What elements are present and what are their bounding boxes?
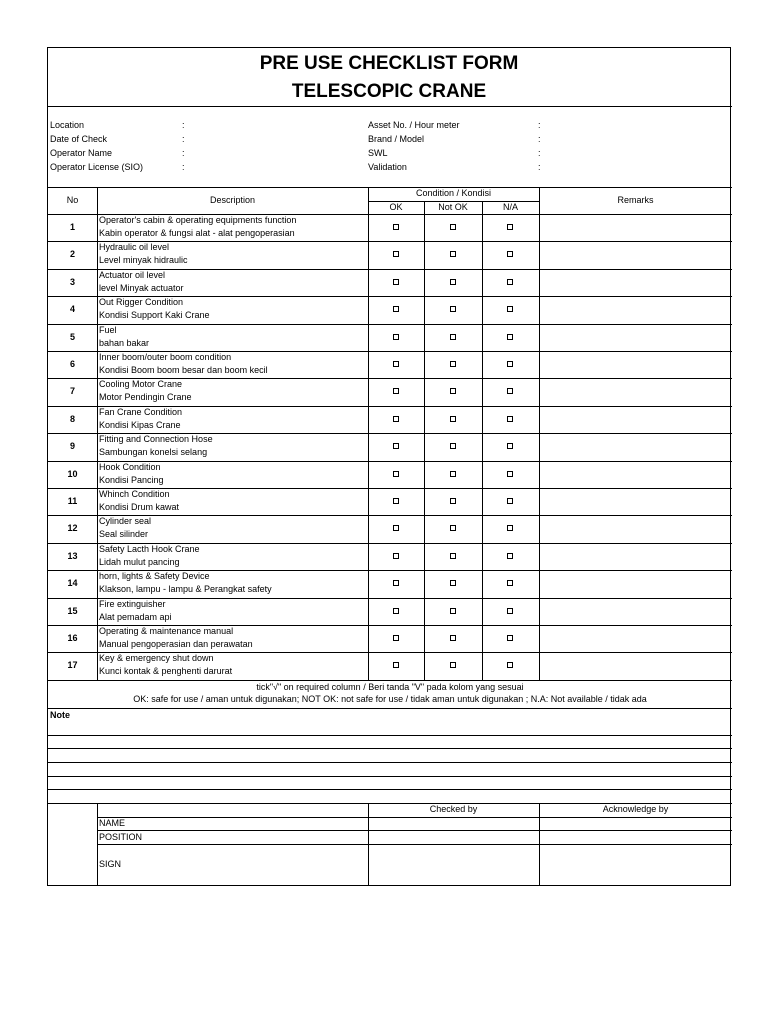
item-description-id: Lidah mulut pancing xyxy=(99,556,180,567)
checkbox-na[interactable] xyxy=(507,471,513,477)
info-label: Brand / Model xyxy=(368,134,425,144)
checkbox-not-ok[interactable] xyxy=(450,416,456,422)
item-number: 9 xyxy=(69,441,75,452)
checkbox-ok[interactable] xyxy=(393,635,399,641)
col-line-no xyxy=(97,187,98,680)
info-value-field[interactable] xyxy=(544,119,724,131)
item-description-id: Klakson, lampu - lampu & Perangkat safety xyxy=(99,584,272,595)
checkbox-na[interactable] xyxy=(507,361,513,367)
checkbox-not-ok[interactable] xyxy=(450,279,456,285)
col-line-description xyxy=(368,187,369,680)
item-description-id: Kunci kontak & penghenti darurat xyxy=(99,666,233,677)
info-separator: : xyxy=(538,134,541,144)
item-number: 7 xyxy=(69,386,75,397)
item-description-en: Fuel xyxy=(99,324,117,335)
note-label: Note xyxy=(50,710,70,720)
checkbox-na[interactable] xyxy=(507,443,513,449)
checkbox-ok[interactable] xyxy=(393,306,399,312)
item-number: 4 xyxy=(69,304,75,315)
checkbox-ok[interactable] xyxy=(393,251,399,257)
info-separator: : xyxy=(182,120,185,130)
remarks-cell[interactable] xyxy=(540,516,730,541)
sign-row-position: POSITION xyxy=(99,832,143,842)
header-na: N/A xyxy=(502,202,518,212)
item-description-id: bahan bakar xyxy=(99,337,150,348)
item-description-id: Alat pemadam api xyxy=(99,611,172,622)
header-not-ok: Not OK xyxy=(438,202,468,212)
sign-col-line-1 xyxy=(97,803,98,886)
note-line-3 xyxy=(48,762,732,763)
item-number: 13 xyxy=(67,550,78,561)
checkbox-not-ok[interactable] xyxy=(450,635,456,641)
remarks-cell[interactable] xyxy=(540,407,730,432)
item-description-id: Kondisi Drum kawat xyxy=(99,502,180,512)
remarks-cell[interactable] xyxy=(540,489,730,514)
info-separator: : xyxy=(182,162,185,172)
item-description-en: Hook Condition xyxy=(99,461,161,472)
item-number: 8 xyxy=(69,413,75,424)
remarks-cell[interactable] xyxy=(540,352,730,377)
form-title: PRE USE CHECKLIST FORM xyxy=(259,53,519,74)
item-number: 6 xyxy=(69,359,75,369)
checkbox-ok[interactable] xyxy=(393,498,399,504)
checkbox-na[interactable] xyxy=(507,334,513,340)
checkbox-not-ok[interactable] xyxy=(450,580,456,586)
item-number: 3 xyxy=(69,276,75,287)
info-separator: : xyxy=(182,148,185,158)
checkbox-na[interactable] xyxy=(507,388,513,394)
col-line-ok xyxy=(424,201,425,680)
item-description-id: level Minyak actuator xyxy=(99,282,184,293)
info-label: Operator License (SIO) xyxy=(50,162,144,172)
checkbox-na[interactable] xyxy=(507,553,513,559)
remarks-cell[interactable] xyxy=(540,626,730,651)
info-value-field[interactable] xyxy=(188,147,358,159)
remarks-cell[interactable] xyxy=(540,462,730,487)
item-description-id: Kondisi Kipas Crane xyxy=(99,419,181,430)
remarks-cell[interactable] xyxy=(540,270,730,295)
checkbox-ok[interactable] xyxy=(393,471,399,477)
item-number: 12 xyxy=(67,523,78,534)
item-description-id: Kondisi Boom boom besar dan boom kecil xyxy=(99,365,268,375)
item-description-id: Kondisi Pancing xyxy=(99,474,164,485)
checkbox-not-ok[interactable] xyxy=(450,471,456,477)
remarks-cell[interactable] xyxy=(540,653,730,678)
checkbox-na[interactable] xyxy=(507,580,513,586)
checkbox-not-ok[interactable] xyxy=(450,443,456,449)
checkbox-na[interactable] xyxy=(507,306,513,312)
note-line-4 xyxy=(48,776,732,777)
checkbox-ok[interactable] xyxy=(393,662,399,668)
info-label: Date of Check xyxy=(50,134,108,144)
sign-position-line xyxy=(97,844,732,845)
instruction-line-1: tick"√" on required column / Beri tanda "V" pada kolom yang sesuai xyxy=(256,682,524,692)
remarks-cell[interactable] xyxy=(540,242,730,267)
item-description-en: Out Rigger Condition xyxy=(99,297,184,308)
checkbox-ok[interactable] xyxy=(393,279,399,285)
sign-row-name: NAME xyxy=(99,818,126,828)
remarks-cell[interactable] xyxy=(540,599,730,624)
item-number: 16 xyxy=(67,633,78,643)
acknowledge-by-header: Acknowledge by xyxy=(602,804,669,814)
item-description-en: Fan Crane Condition xyxy=(99,406,183,417)
info-value-field[interactable] xyxy=(188,119,358,131)
sign-row-sign: SIGN xyxy=(99,859,122,869)
item-description-en: Fire extinguisher xyxy=(99,598,166,609)
item-description-id: Level minyak hidraulic xyxy=(99,255,188,266)
note-line-5 xyxy=(48,789,732,790)
item-description-en: Fitting and Connection Hose xyxy=(99,434,213,445)
item-number: 11 xyxy=(67,496,78,506)
item-description-en: Inner boom/outer boom condition xyxy=(99,352,232,362)
item-description-id: Motor Pendingin Crane xyxy=(99,392,192,403)
form-subtitle: TELESCOPIC CRANE xyxy=(291,81,487,102)
info-value-field[interactable] xyxy=(188,133,358,145)
info-label: Asset No. / Hour meter xyxy=(368,120,460,130)
info-label: Operator Name xyxy=(50,148,113,158)
item-description-id: Kabin operator & fungsi alat - alat pengoperasian xyxy=(99,228,295,238)
checklist-form xyxy=(47,47,731,886)
checkbox-not-ok[interactable] xyxy=(450,498,456,504)
item-number: 14 xyxy=(67,578,78,589)
info-separator: : xyxy=(538,120,541,130)
item-description-en: Operator's cabin & operating equipments function xyxy=(99,215,297,225)
item-description-en: Hydraulic oil level xyxy=(99,242,170,253)
checkbox-na[interactable] xyxy=(507,224,513,230)
item-description-id: Seal silinder xyxy=(99,529,149,540)
checkbox-not-ok[interactable] xyxy=(450,608,456,614)
checkbox-na[interactable] xyxy=(507,608,513,614)
title-divider xyxy=(48,106,732,107)
checkbox-ok[interactable] xyxy=(393,361,399,367)
sign-header-line xyxy=(97,817,732,818)
item-description-en: Operating & maintenance manual xyxy=(99,626,234,636)
sign-name-line xyxy=(97,830,732,831)
checkbox-not-ok[interactable] xyxy=(450,224,456,230)
checkbox-not-ok[interactable] xyxy=(450,553,456,559)
instruction-bottom-line xyxy=(48,708,732,709)
checkbox-ok[interactable] xyxy=(393,334,399,340)
checkbox-ok[interactable] xyxy=(393,525,399,531)
remarks-cell[interactable] xyxy=(540,434,730,459)
item-description-en: Cooling Motor Crane xyxy=(99,379,183,390)
header-condition: Condition / Kondisi xyxy=(415,188,492,198)
checkbox-na[interactable] xyxy=(507,635,513,641)
remarks-cell[interactable] xyxy=(540,215,730,240)
info-value-field[interactable] xyxy=(188,161,358,173)
checkbox-not-ok[interactable] xyxy=(450,525,456,531)
col-line-na xyxy=(539,187,540,680)
checkbox-not-ok[interactable] xyxy=(450,306,456,312)
checkbox-ok[interactable] xyxy=(393,443,399,449)
item-number: 17 xyxy=(67,660,78,671)
info-separator: : xyxy=(538,148,541,158)
note-line-1 xyxy=(48,735,732,736)
info-value-field[interactable] xyxy=(544,147,724,159)
checkbox-not-ok[interactable] xyxy=(450,251,456,257)
item-description-id: Kondisi Support Kaki Crane xyxy=(99,310,210,321)
item-number: 5 xyxy=(69,331,75,342)
info-separator: : xyxy=(538,162,541,172)
checkbox-ok[interactable] xyxy=(393,224,399,230)
condition-subheader-line xyxy=(368,201,539,202)
instruction-line-2: OK: safe for use / aman untuk digunakan; NOT OK: not safe for use / tidak aman untuk digunakan ; N.A: Not available / tidak ada xyxy=(133,694,647,704)
sign-col-line-2 xyxy=(368,803,369,886)
checkbox-na[interactable] xyxy=(507,279,513,285)
info-value-field[interactable] xyxy=(544,161,724,173)
item-number: 1 xyxy=(69,222,75,232)
info-label: SWL xyxy=(368,148,388,158)
item-description-en: Key & emergency shut down xyxy=(99,653,214,664)
row-divider xyxy=(48,680,732,681)
checkbox-ok[interactable] xyxy=(393,608,399,614)
checkbox-na[interactable] xyxy=(507,251,513,257)
header-remarks: Remarks xyxy=(617,195,654,205)
checkbox-na[interactable] xyxy=(507,416,513,422)
checkbox-na[interactable] xyxy=(507,662,513,668)
checked-by-header: Checked by xyxy=(429,804,478,814)
item-description-en: Whinch Condition xyxy=(99,489,170,499)
checkbox-not-ok[interactable] xyxy=(450,388,456,394)
info-separator: : xyxy=(182,134,185,144)
checkbox-ok[interactable] xyxy=(393,580,399,586)
checkbox-not-ok[interactable] xyxy=(450,334,456,340)
info-label: Validation xyxy=(368,162,407,172)
item-description-en: Safety Lacth Hook Crane xyxy=(99,543,200,554)
item-description-en: Cylinder seal xyxy=(99,516,152,527)
header-no: No xyxy=(66,195,79,205)
remarks-cell[interactable] xyxy=(540,325,730,350)
remarks-cell[interactable] xyxy=(540,571,730,596)
checkbox-not-ok[interactable] xyxy=(450,662,456,668)
checkbox-not-ok[interactable] xyxy=(450,361,456,367)
remarks-cell[interactable] xyxy=(540,379,730,404)
checkbox-ok[interactable] xyxy=(393,553,399,559)
checkbox-ok[interactable] xyxy=(393,416,399,422)
item-number: 10 xyxy=(67,468,78,479)
item-description-id: Manual pengoperasian dan perawatan xyxy=(99,639,253,649)
header-description: Description xyxy=(209,195,256,205)
info-value-field[interactable] xyxy=(544,133,724,145)
checkbox-na[interactable] xyxy=(507,498,513,504)
remarks-cell[interactable] xyxy=(540,297,730,322)
remarks-cell[interactable] xyxy=(540,544,730,569)
note-line-2 xyxy=(48,748,732,749)
item-description-en: Actuator oil level xyxy=(99,269,166,280)
checkbox-ok[interactable] xyxy=(393,388,399,394)
checkbox-na[interactable] xyxy=(507,525,513,531)
col-line-not-ok xyxy=(482,201,483,680)
item-number: 2 xyxy=(69,249,75,260)
item-description-id: Sambungan konelsi selang xyxy=(99,447,208,458)
item-description-en: horn, lights & Safety Device xyxy=(99,571,210,582)
info-label: Location xyxy=(50,120,85,130)
sign-col-line-3 xyxy=(539,803,540,886)
header-ok: OK xyxy=(389,202,403,212)
item-number: 15 xyxy=(67,605,78,616)
